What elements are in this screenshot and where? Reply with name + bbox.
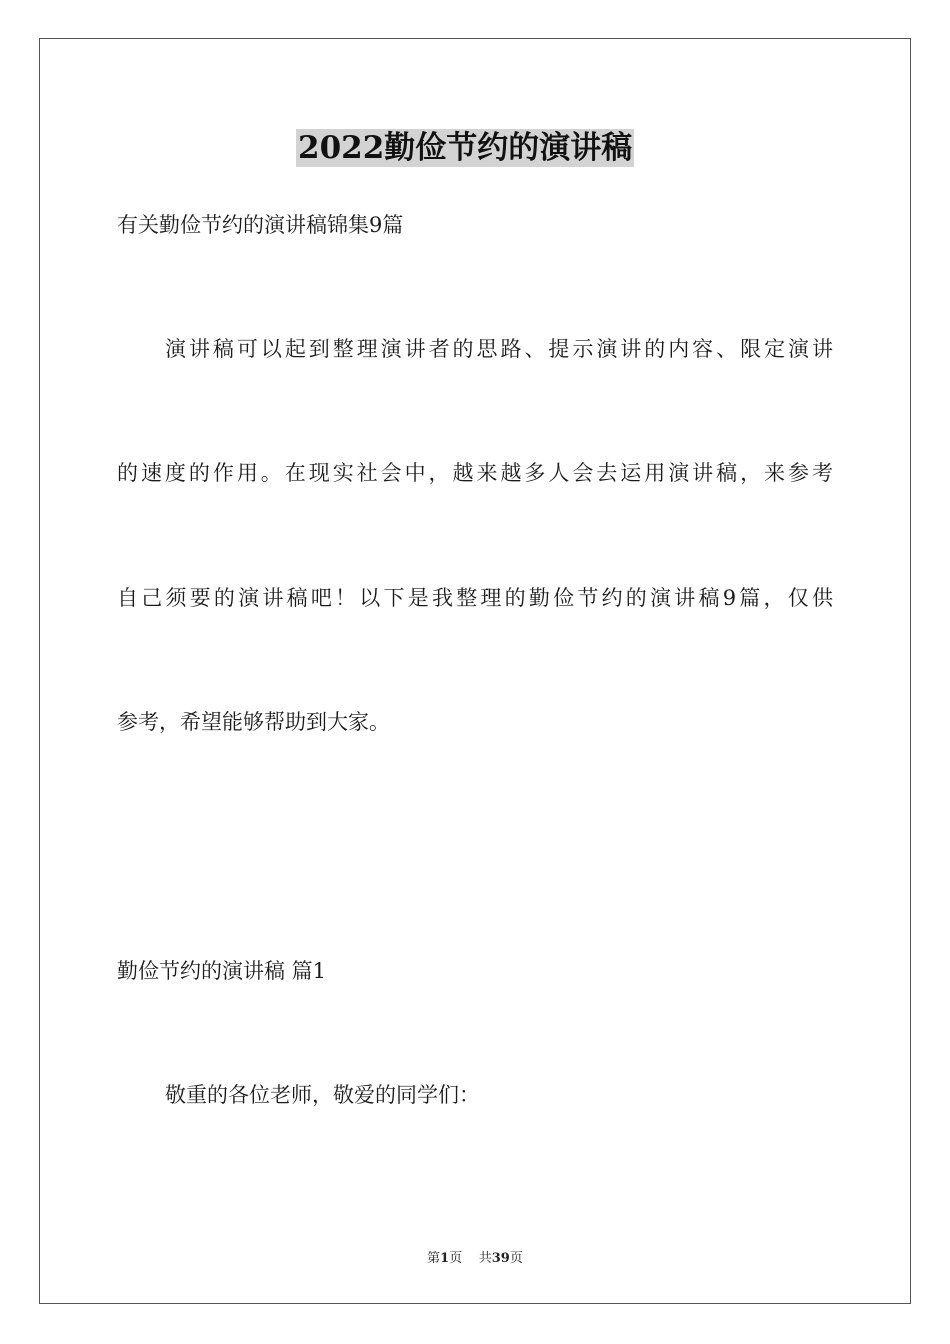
footer-suffix: 页 [509, 1251, 523, 1266]
footer-page-total: 39 [491, 1251, 510, 1266]
document-subtitle: 有关勤俭节约的演讲稿锦集9篇 [117, 213, 404, 237]
footer-prefix: 第 [427, 1251, 441, 1266]
intro-line-1: 演讲稿可以起到整理演讲者的思路、提示演讲的内容、限定演讲 [165, 337, 833, 361]
intro-line-3: 自己须要的演讲稿吧！以下是我整理的勤俭节约的演讲稿9篇，仅供 [117, 586, 833, 610]
page-footer [0, 1247, 950, 1266]
footer-mid: 页 共 [449, 1251, 492, 1266]
intro-line-4: 参考，希望能够帮助到大家。 [117, 710, 390, 734]
footer-page-current: 1 [440, 1251, 450, 1266]
intro-line-2: 的速度的作用。在现实社会中，越来越多人会去运用演讲稿，来参考 [117, 461, 833, 485]
greeting-line: 敬重的各位老师，敬爱的同学们： [165, 1083, 480, 1107]
section-heading: 勤俭节约的演讲稿 篇1 [117, 959, 327, 983]
document-title: 2022勤俭节约的演讲稿 [298, 130, 633, 166]
